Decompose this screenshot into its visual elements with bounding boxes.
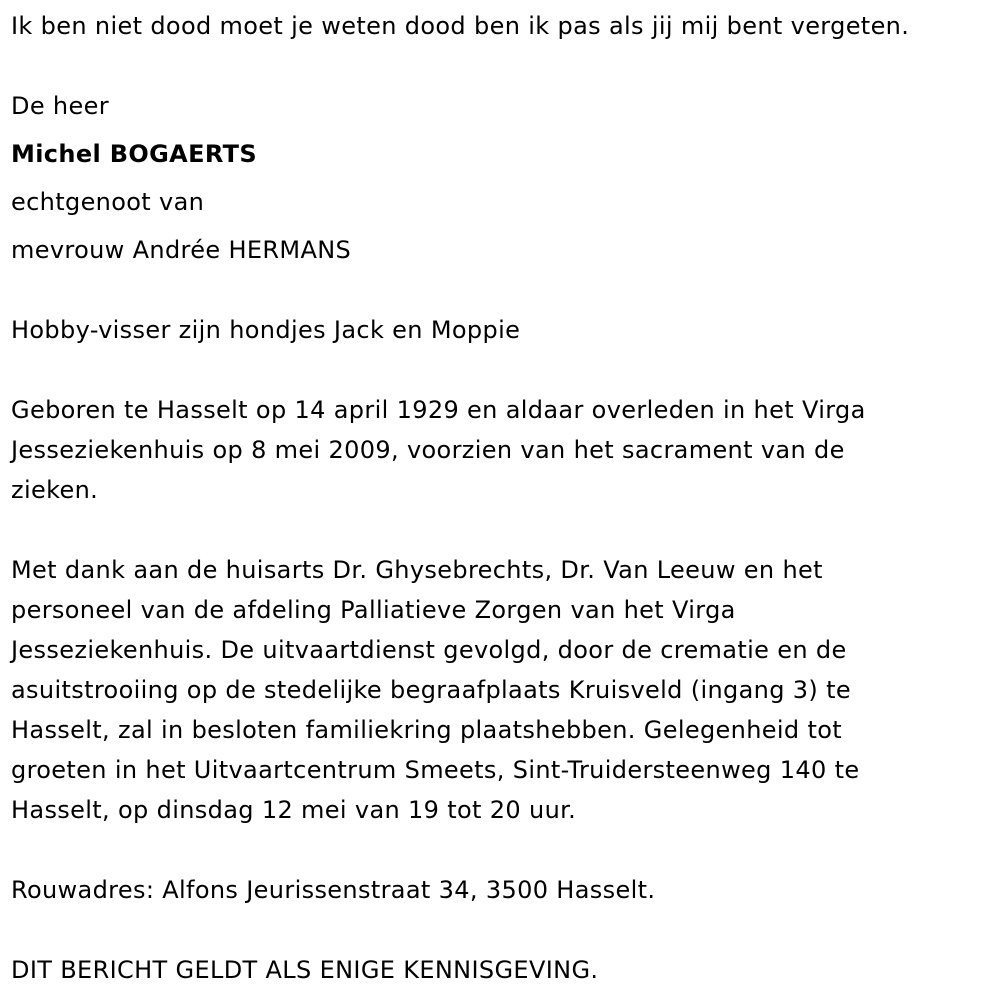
mourning-address: Rouwadres: Alfons Jeurissenstraat 34, 3500 Hasselt.	[11, 876, 656, 904]
notice-text: DIT BERICHT GELDT ALS ENIGE KENNISGEVING.	[11, 956, 599, 984]
thanks-line: Met dank aan de huisarts Dr. Ghysebrechts, Dr. Van Leeuw en het	[11, 556, 823, 584]
thanks-line: Jesseziekenhuis. De uitvaartdienst gevolgd, door de crematie en de	[11, 636, 847, 664]
deceased-name: Michel BOGAERTS	[11, 140, 257, 168]
thanks-line: Hasselt, zal in besloten familiekring plaatshebben. Gelegenheid tot	[11, 716, 843, 744]
spouse-intro: echtgenoot van	[11, 188, 205, 216]
birth-death-line: Jesseziekenhuis op 8 mei 2009, voorzien van het sacrament van de	[11, 436, 845, 464]
birth-death-line: zieken.	[11, 476, 99, 504]
motto-text: Ik ben niet dood moet je weten dood ben ik pas als jij mij bent vergeten.	[11, 12, 910, 40]
birth-death-line: Geboren te Hasselt op 14 april 1929 en aldaar overleden in het Virga	[11, 396, 866, 424]
thanks-paragraph	[11, 550, 971, 830]
thanks-line: Hasselt, op dinsdag 12 mei van 19 tot 20 uur.	[11, 796, 577, 824]
spouse-name: mevrouw Andrée HERMANS	[11, 236, 352, 264]
thanks-line: personeel van de afdeling Palliatieve Zorgen van het Virga	[11, 596, 736, 624]
thanks-line: asuitstrooiing op de stedelijke begraafplaats Kruisveld (ingang 3) te	[11, 676, 851, 704]
birth-death-paragraph	[11, 390, 971, 510]
hobby-text: Hobby-visser zijn hondjes Jack en Moppie	[11, 316, 521, 344]
title-prefix: De heer	[11, 92, 109, 120]
thanks-line: groeten in het Uitvaartcentrum Smeets, Sint-Truidersteenweg 140 te	[11, 756, 860, 784]
